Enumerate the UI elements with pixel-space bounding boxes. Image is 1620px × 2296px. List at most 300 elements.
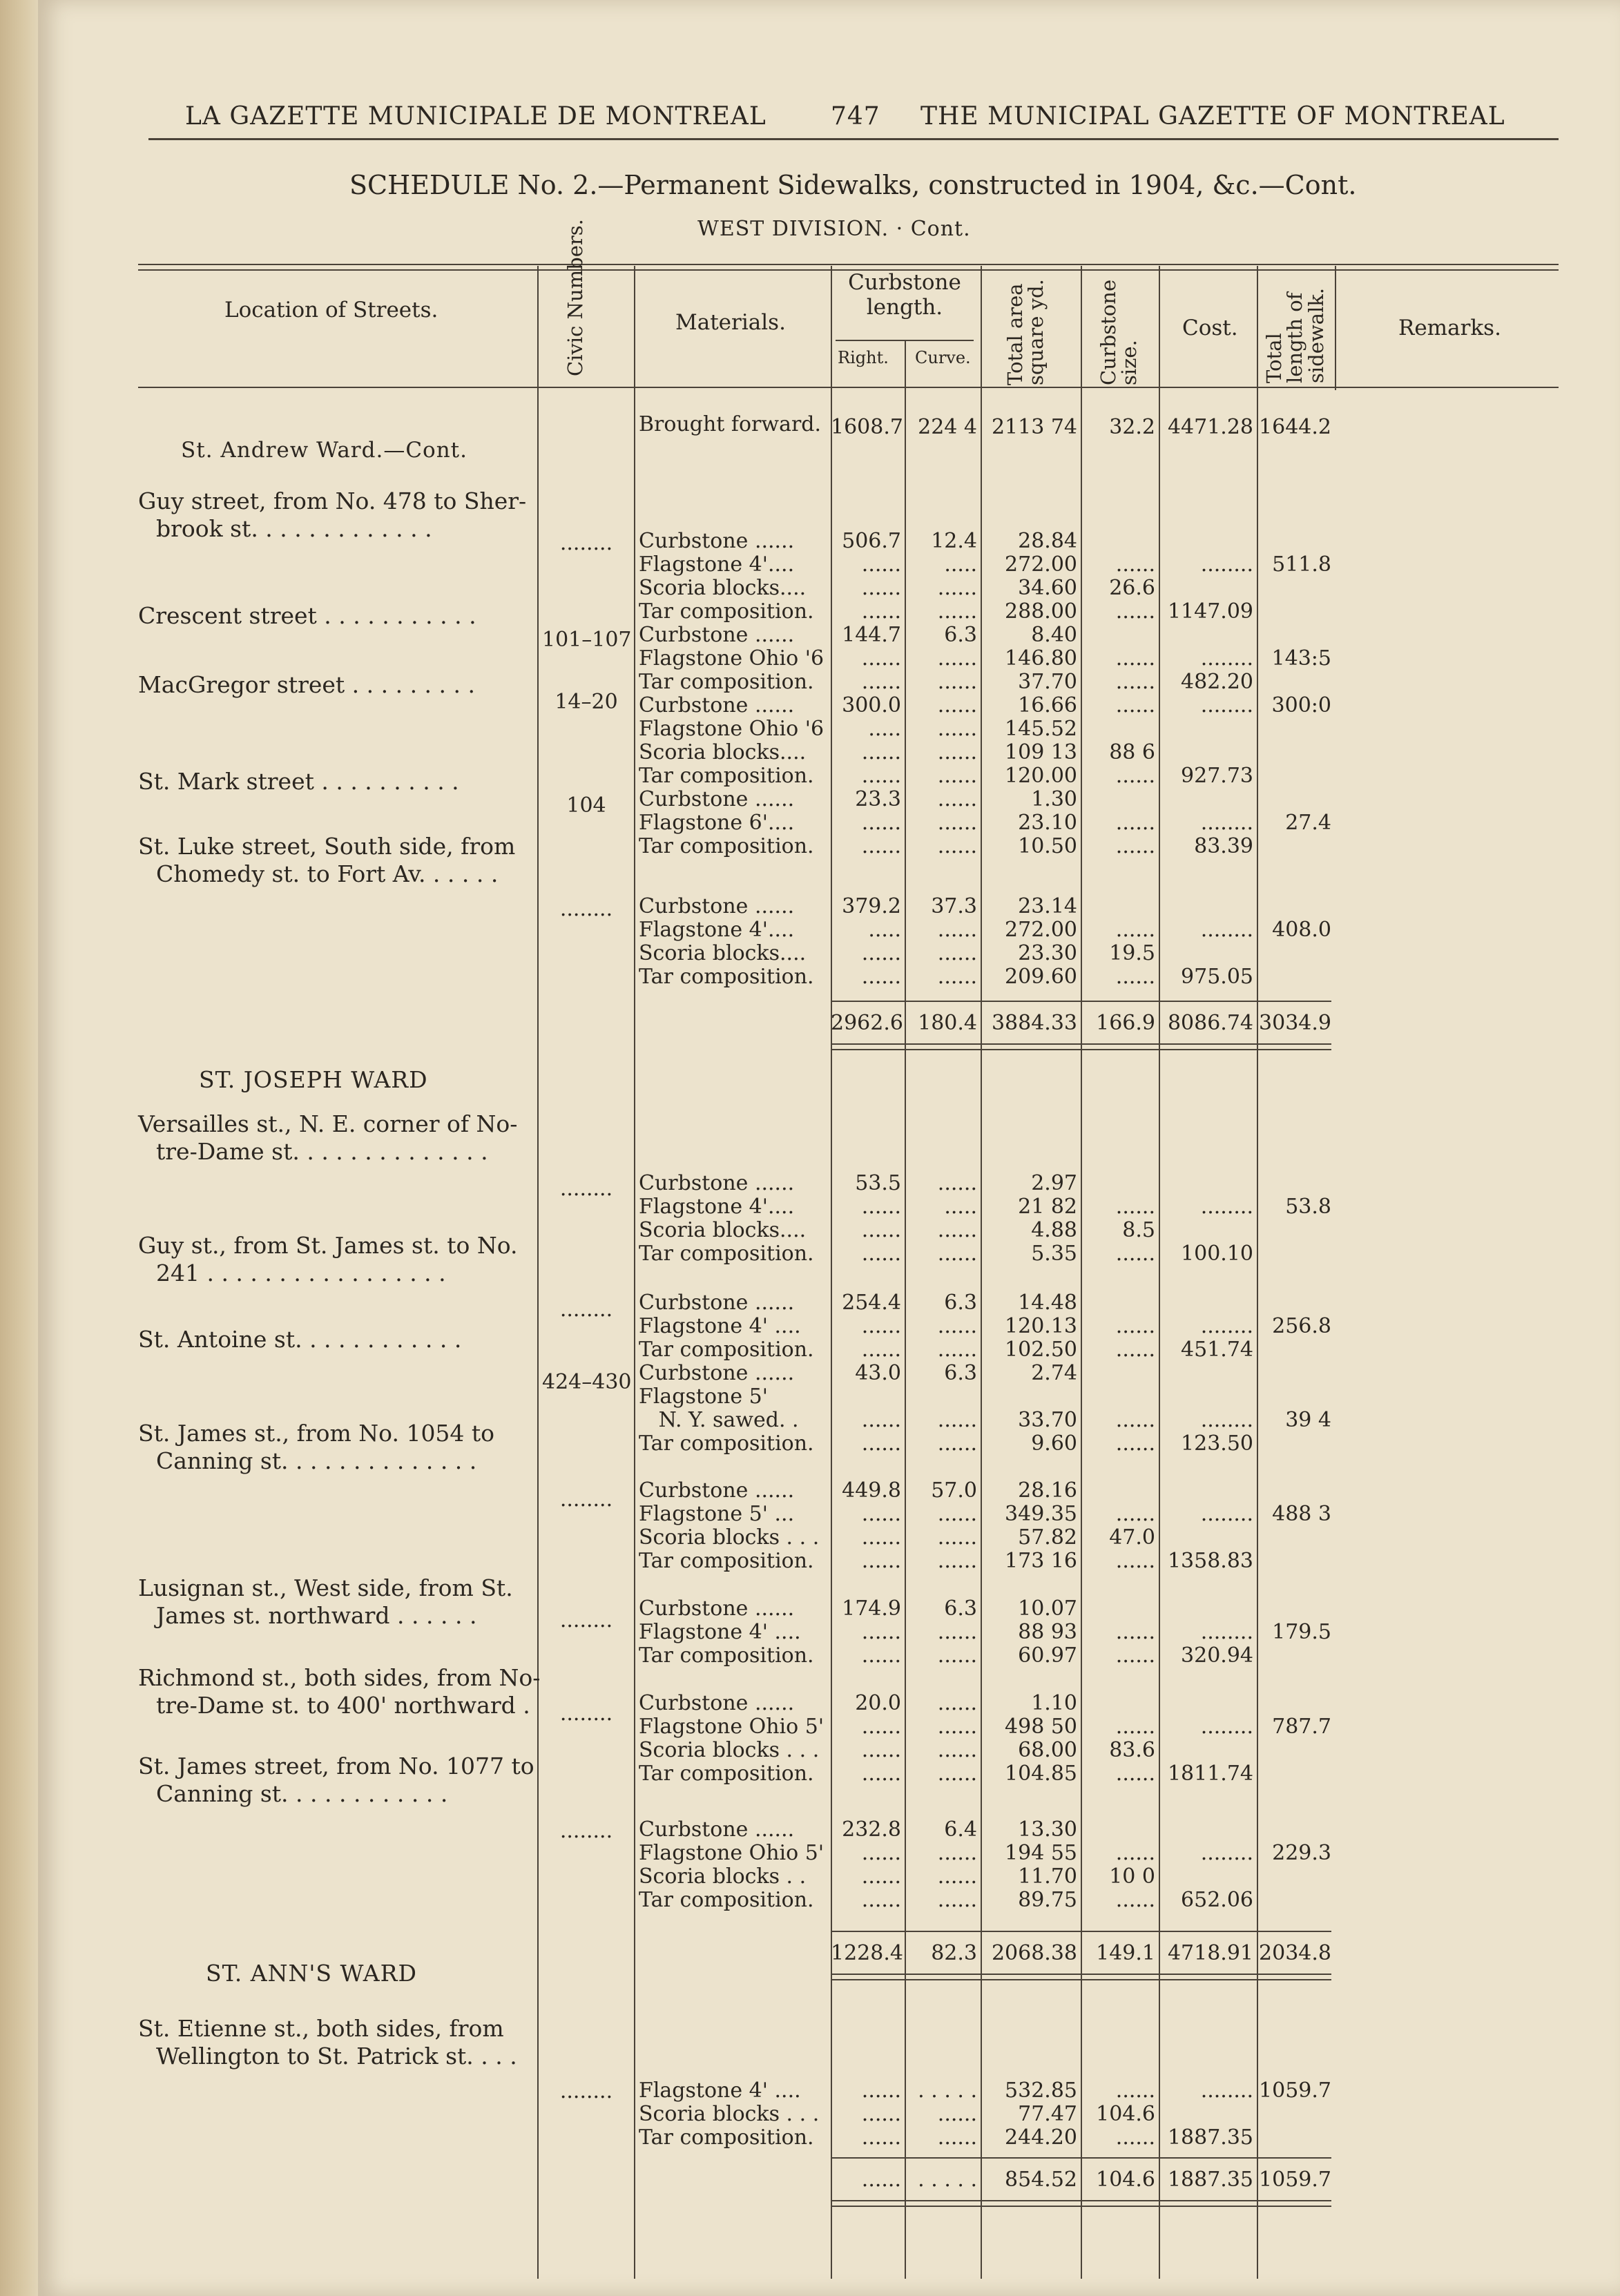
value-cell-s: ...... [1115,1888,1155,1912]
value-cell-r: ..... [868,717,901,741]
value-cell-c: 6.3 [944,1291,977,1315]
value-cell-s: ...... [1115,1620,1155,1644]
header-materials: Materials. [675,310,786,335]
value-cell-a: 10.50 [1018,834,1077,858]
value-cell-r: ...... [861,2078,901,2103]
value-cell-s: ...... [1115,670,1155,694]
value-cell-c: ...... [937,965,977,989]
material-cell: Flagstone 4' .... [639,1620,801,1644]
value-cell-r: ...... [861,740,901,764]
subtotal-rule [831,1931,1331,1932]
value-cell-s: ...... [1115,834,1155,858]
value-cell-t: 300:0 [1271,693,1331,717]
value-cell-r: 144.7 [842,623,901,647]
material-cell: Scoria blocks . . . [639,1738,820,1762]
value-cell-co: 482.20 [1181,670,1253,694]
value-cell-c: ...... [937,1431,977,1456]
subtotal-cell-a: 854.52 [1005,2168,1077,2192]
material-cell: Tar composition. [639,1242,814,1266]
material-cell: Tar composition. [639,834,814,858]
value-cell-a: 23.10 [1018,811,1077,835]
street-line-continued: Chomedy st. to Fort Av. . . . . . [156,860,499,887]
civic-number: ........ [559,531,613,555]
street-line: MacGregor street . . . . . . . . . [138,671,475,698]
running-head-french: LA GAZETTE MUNICIPALE DE MONTREAL [185,102,766,131]
head-rule [148,138,1559,140]
material-cell: Curbstone ...... [639,787,795,811]
value-cell-co: ........ [1200,918,1253,942]
value-cell-r: ...... [861,1549,901,1573]
value-cell-r: ...... [861,834,901,858]
street-entry [138,768,459,795]
street-line: Guy street, from No. 478 to Sher- [138,488,527,514]
value-cell-r: ...... [861,1525,901,1550]
value-cell-s: ...... [1115,965,1155,989]
value-cell-c: 6.3 [944,1596,977,1621]
street-line: Crescent street . . . . . . . . . . . [138,602,476,629]
value-cell-co: 1811.74 [1167,1762,1253,1786]
value-cell-r: ...... [861,811,901,835]
value-cell-r: ...... [861,670,901,694]
street-entry [138,1574,513,1630]
value-cell-s: ...... [1115,1431,1155,1456]
value-cell-c: ...... [937,1691,977,1715]
value-cell-a: 2.74 [1031,1361,1077,1385]
value-cell-a: 2.97 [1031,1171,1077,1195]
value-cell-r: ...... [861,599,901,624]
material-cell: Curbstone ...... [639,1171,795,1195]
subtotal-cell-a: 3884.33 [991,1011,1077,1035]
value-cell-a: 209.60 [1005,965,1077,989]
value-cell-a: 288.00 [1005,599,1077,624]
value-cell-r: ...... [861,1314,901,1338]
street-line-continued: Wellington to St. Patrick st. . . . [156,2043,517,2070]
value-cell-c: ...... [937,646,977,671]
value-cell-a: 109 13 [1005,740,1077,764]
value-cell-c: 12.4 [931,529,977,553]
value-cell-s: ...... [1115,599,1155,624]
street-line: St. Etienne st., both sides, from [138,2015,504,2042]
value-cell-r: 300.0 [842,693,901,717]
value-cell-co: ........ [1200,1408,1253,1432]
subtotal-double-rule [831,2200,1331,2201]
value-cell-a: 11.70 [1018,1864,1077,1889]
value-cell-r: ...... [861,576,901,600]
value-cell-a: 173 16 [1005,1549,1077,1573]
value-cell-r: ...... [861,1242,901,1266]
street-line-continued: brook st. . . . . . . . . . . . . [156,515,432,542]
material-cell: Flagstone Ohio 5' [639,1841,825,1865]
value-cell-a: 5.35 [1031,1242,1077,1266]
value-cell-s: 8.5 [1122,1218,1155,1242]
value-cell-co: ........ [1200,1715,1253,1739]
col-line-remarks [1335,266,1336,390]
street-entry [138,1664,540,1719]
table-top-rule [138,264,1559,265]
value-cell-a: 102.50 [1005,1338,1077,1362]
material-cell: Tar composition. [639,1888,814,1912]
value-cell-c: ...... [937,1643,977,1668]
material-cell: Curbstone ...... [639,1691,795,1715]
street-entry [138,1753,534,1808]
value-cell-s: ...... [1115,2078,1155,2103]
street-entry [138,1110,517,1166]
value-cell-a: 77.47 [1018,2102,1077,2126]
value-cell-s: ...... [1115,1715,1155,1739]
value-cell-s: 104.6 [1096,2102,1155,2126]
value-cell-r: ...... [861,1643,901,1668]
value-cell-r: ...... [861,1738,901,1762]
civic-number: ........ [559,897,613,921]
subtotal-cell-r: 1228.4 [831,1941,903,1965]
value-cell-r: ...... [861,1502,901,1526]
street-line-continued: 241 . . . . . . . . . . . . . . . . . [156,1260,446,1286]
value-cell-a: 28.84 [1018,529,1077,553]
value-cell-c: ..... [944,1195,977,1219]
value-cell-a: 532.85 [1005,2078,1077,2103]
col-line-materials [634,266,635,2279]
value-cell-co: 975.05 [1181,965,1253,989]
header-curbstone-length: Curbstone length. [848,270,961,320]
material-cell: Scoria blocks . . . [639,2102,820,2126]
value-cell-c: ...... [937,1171,977,1195]
value-cell-s: ...... [1115,1643,1155,1668]
street-line: Versailles st., N. E. corner of No- [138,1110,518,1137]
value-cell-a: 1.10 [1031,1691,1077,1715]
value-cell-c: ...... [937,1242,977,1266]
material-cell: Scoria blocks . . [639,1864,807,1889]
value-cell-s: ...... [1115,1502,1155,1526]
material-cell: Flagstone Ohio 5' [639,1715,825,1739]
value-cell-a: 349.35 [1005,1502,1077,1526]
value-cell-r: ...... [861,1841,901,1865]
value-cell-s: ...... [1115,552,1155,577]
value-cell-c: ...... [937,1408,977,1432]
value-cell-c: ...... [937,834,977,858]
value-cell-c: ...... [937,918,977,942]
value-cell-r: ..... [868,918,901,942]
street-entry [138,488,526,543]
street-line: St. James st., from No. 1054 to [138,1420,495,1447]
street-line-continued: tre-Dame st. to 400' northward . [156,1692,530,1719]
header-curb-size: Curbstone size. [1097,279,1141,385]
page-number: 747 [831,102,880,131]
value-cell-r: ...... [861,1620,901,1644]
value-cell-t: 787.7 [1272,1715,1331,1739]
brought-forward-label: Brought forward. [639,412,822,436]
value-cell-a: 37.70 [1018,670,1077,694]
material-cell: Tar composition. [639,2125,814,2150]
material-cell: Tar composition. [639,1338,814,1362]
ward-heading-st-ann: ST. ANN'S WARD [206,1960,417,1987]
value-cell-co: 451.74 [1181,1338,1253,1362]
value-cell-a: 9.60 [1031,1431,1077,1456]
value-cell-s: ...... [1115,764,1155,788]
value-cell-a: 104.85 [1005,1762,1077,1786]
value-cell-co: 1358.83 [1167,1549,1253,1573]
ward-heading-st-joseph: ST. JOSEPH WARD [199,1066,428,1093]
value-cell-a: 68.00 [1018,1738,1077,1762]
value-cell-r: ...... [861,2102,901,2126]
value-cell-c: ...... [937,1762,977,1786]
value-cell-t: 511.8 [1272,552,1331,577]
running-head-english: THE MUNICIPAL GAZETTE OF MONTREAL [920,102,1505,131]
value-cell-c: 6.3 [944,623,977,647]
value-cell-t: 408.0 [1272,918,1331,942]
material-cell: Tar composition. [639,670,814,694]
material-cell: Flagstone Ohio '6 [639,717,825,741]
header-total-length: Total length of sidewalk. [1262,287,1328,383]
street-entry [138,2015,517,2070]
value-cell-a: 1.30 [1031,787,1077,811]
value-cell-r: ...... [861,1218,901,1242]
civic-number: ........ [559,1819,613,1843]
value-cell-co: ........ [1200,1314,1253,1338]
value-cell-co: 83.39 [1194,834,1253,858]
value-cell-r: 506.7 [842,529,901,553]
value-cell-co: ........ [1200,1502,1253,1526]
value-cell-a: 60.97 [1018,1643,1077,1668]
value-cell-a: 88 93 [1018,1620,1077,1644]
material-cell: Tar composition. [639,1431,814,1456]
material-cell: Flagstone 4'.... [639,552,795,577]
schedule-title: SCHEDULE No. 2.—Permanent Sidewalks, constructed in 1904, &c.—Cont. [349,170,1357,200]
material-cell: Curbstone ...... [639,623,795,647]
value-cell-a: 57.82 [1018,1525,1077,1550]
material-cell: Scoria blocks.... [639,576,807,600]
street-line: St. Antoine st. . . . . . . . . . . . [138,1326,462,1353]
material-cell: Flagstone 6'.... [639,811,795,835]
value-cell-c: ...... [937,1502,977,1526]
value-cell-r: 379.2 [842,894,901,918]
value-cell-c: ...... [937,1864,977,1889]
street-entry [138,602,476,630]
bf-length: 1644.2 [1259,415,1331,439]
street-line: Richmond st., both sides, from No- [138,1664,541,1691]
value-cell-s: 83.6 [1109,1738,1155,1762]
street-line-continued: James st. northward . . . . . . [156,1602,477,1629]
subtotal-rule [831,1001,1331,1002]
value-cell-r: ...... [861,552,901,577]
value-cell-a: 272.00 [1005,552,1077,577]
header-curve: Curve. [915,348,971,367]
civic-number: ........ [559,1177,613,1201]
value-cell-c: ...... [937,811,977,835]
subtotal-double-rule [831,1043,1331,1045]
value-cell-a: 13.30 [1018,1817,1077,1842]
value-cell-r: 232.8 [842,1817,901,1842]
value-cell-r: ...... [861,1888,901,1912]
value-cell-s: ...... [1115,693,1155,717]
value-cell-r: ...... [861,646,901,671]
value-cell-s: 10 0 [1109,1864,1155,1889]
subtotal-cell-c: . . . . . [918,2168,977,2192]
subtotal-double-rule [831,1974,1331,1975]
value-cell-a: 498 50 [1005,1715,1077,1739]
value-cell-a: 23.30 [1018,941,1077,965]
value-cell-a: 21 82 [1018,1195,1077,1219]
header-civic: Civic Numbers. [563,219,587,376]
value-cell-c: ...... [937,740,977,764]
value-cell-c: 6.4 [944,1817,977,1842]
value-cell-r: ...... [861,1715,901,1739]
value-cell-co: 123.50 [1181,1431,1253,1456]
subtotal-cell-t: 2034.8 [1259,1941,1331,1965]
value-cell-s: ...... [1115,918,1155,942]
material-cell: Tar composition. [639,1762,814,1786]
value-cell-a: 28.16 [1018,1478,1077,1503]
value-cell-s: 88 6 [1109,740,1155,764]
street-entry [138,833,515,888]
header-remarks: Remarks. [1398,316,1501,340]
material-cell: Curbstone ...... [639,1596,795,1621]
value-cell-co: 100.10 [1181,1242,1253,1266]
value-cell-c: ..... [944,552,977,577]
value-cell-c: ...... [937,2125,977,2150]
value-cell-a: 8.40 [1031,623,1077,647]
value-cell-r: ...... [861,764,901,788]
value-cell-c: ...... [937,599,977,624]
material-cell: Flagstone 5' [639,1385,768,1409]
material-cell: Flagstone 4'.... [639,1195,795,1219]
value-cell-r: 449.8 [842,1478,901,1503]
street-line-continued: tre-Dame st. . . . . . . . . . . . . . [156,1138,488,1165]
value-cell-c: ...... [937,1738,977,1762]
value-cell-co: ........ [1200,811,1253,835]
value-cell-r: ...... [861,1195,901,1219]
material-cell: Scoria blocks.... [639,740,807,764]
material-cell: Tar composition. [639,764,814,788]
street-line: Guy st., from St. James st. to No. [138,1232,518,1259]
value-cell-co: ........ [1200,693,1253,717]
value-cell-c: ...... [937,717,977,741]
street-line: St. Luke street, South side, from [138,833,516,860]
material-cell: Curbstone ...... [639,693,795,717]
value-cell-co: ........ [1200,1195,1253,1219]
value-cell-s: 19.5 [1109,941,1155,965]
value-cell-co: 652.06 [1181,1888,1253,1912]
value-cell-c: ...... [937,1888,977,1912]
subtotal-cell-t: 3034.9 [1259,1011,1331,1035]
subtotal-cell-a: 2068.38 [991,1941,1077,1965]
value-cell-t: 256.8 [1272,1314,1331,1338]
street-entry [138,1326,461,1353]
value-cell-a: 14.48 [1018,1291,1077,1315]
value-cell-s: ...... [1115,1408,1155,1432]
subtotal-cell-s: 149.1 [1096,1941,1155,1965]
value-cell-c: . . . . . [918,2078,977,2103]
value-cell-r: ...... [861,965,901,989]
value-cell-c: ...... [937,1338,977,1362]
street-entry [138,1420,494,1475]
value-cell-c: ...... [937,941,977,965]
value-cell-a: 23.14 [1018,894,1077,918]
value-cell-r: 174.9 [842,1596,901,1621]
value-cell-s: ...... [1115,1841,1155,1865]
civic-number: ........ [559,1701,613,1726]
value-cell-a: 89.75 [1018,1888,1077,1912]
value-cell-t: 143:5 [1271,646,1331,671]
value-cell-co: 320.94 [1181,1643,1253,1668]
civic-number: ........ [559,1608,613,1632]
value-cell-c: ...... [937,1314,977,1338]
bf-curve: 224 4 [918,415,977,439]
street-line-continued: Canning st. . . . . . . . . . . . . . [156,1447,477,1474]
book-spine [0,0,40,2296]
subtotal-rule [831,2157,1331,2159]
value-cell-r: ...... [861,2125,901,2150]
material-cell: Curbstone ...... [639,1817,795,1842]
value-cell-s: ...... [1115,1314,1155,1338]
material-cell: Tar composition. [639,965,814,989]
value-cell-co: ........ [1200,2078,1253,2103]
value-cell-co: ........ [1200,646,1253,671]
value-cell-r: ...... [861,1431,901,1456]
civic-number: 101–107 [542,628,632,652]
subtotal-cell-s: 104.6 [1096,2168,1155,2192]
value-cell-c: ...... [937,764,977,788]
value-cell-a: 10.07 [1018,1596,1077,1621]
material-cell: Flagstone 5' ... [639,1502,795,1526]
value-cell-r: ...... [861,1408,901,1432]
material-cell: Flagstone 4' .... [639,1314,801,1338]
material-cell: Scoria blocks.... [639,1218,807,1242]
civic-number: 14–20 [555,690,618,714]
civic-number: ........ [559,2079,613,2103]
header-cost: Cost. [1182,316,1238,340]
bf-cost: 4471.28 [1167,415,1253,439]
bf-right: 1608.7 [831,415,903,439]
value-cell-a: 33.70 [1018,1408,1077,1432]
subtotal-cell-r: 2962.6 [831,1011,903,1035]
value-cell-a: 146.80 [1005,646,1077,671]
value-cell-co: 1887.35 [1167,2125,1253,2150]
value-cell-a: 4.88 [1031,1218,1077,1242]
value-cell-co: ........ [1200,1841,1253,1865]
material-cell: Curbstone ...... [639,1478,795,1503]
bf-area: 2113 74 [991,415,1077,439]
material-cell: Curbstone ...... [639,529,795,553]
material-cell: Scoria blocks.... [639,941,807,965]
value-cell-s: ...... [1115,1242,1155,1266]
street-line: St. Mark street . . . . . . . . . . [138,768,459,795]
value-cell-a: 244.20 [1005,2125,1077,2150]
header-area: Total area square yd. [1003,279,1048,385]
value-cell-a: 272.00 [1005,918,1077,942]
value-cell-c: 6.3 [944,1361,977,1385]
material-cell: Curbstone ...... [639,1291,795,1315]
subtotal-cell-co: 1887.35 [1167,2168,1253,2192]
value-cell-c: ...... [937,1218,977,1242]
value-cell-co: 927.73 [1181,764,1253,788]
value-cell-t: 179.5 [1272,1620,1331,1644]
value-cell-c: ...... [937,1525,977,1550]
value-cell-c: 57.0 [931,1478,977,1503]
material-cell: Tar composition. [639,599,814,624]
value-cell-r: 254.4 [842,1291,901,1315]
material-cell: Curbstone ...... [639,1361,795,1385]
value-cell-a: 145.52 [1005,717,1077,741]
header-right: Right. [838,348,889,367]
civic-number: ........ [559,1297,613,1322]
value-cell-s: ...... [1115,1549,1155,1573]
header-location: Location of Streets. [224,298,438,322]
value-cell-r: ...... [861,1338,901,1362]
civic-number: ........ [559,1487,613,1512]
street-line: St. James street, from No. 1077 to [138,1753,534,1779]
value-cell-c: ...... [937,2102,977,2126]
value-cell-r: 53.5 [855,1171,901,1195]
